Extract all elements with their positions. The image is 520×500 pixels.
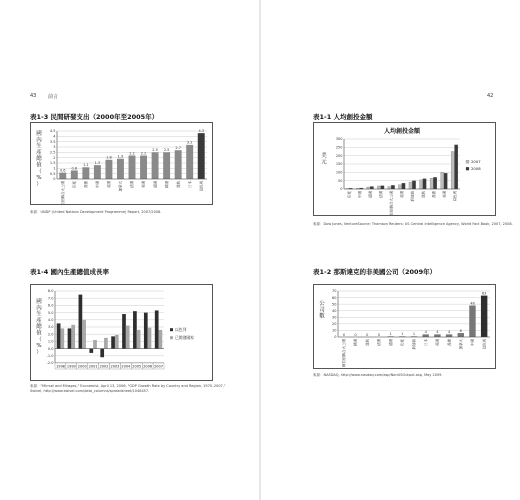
chart1-xtick-10: 瑞典: [176, 181, 181, 188]
chart-1-3-rd-spending: [31, 123, 212, 204]
chart3-ytick-3: 5.0: [47, 310, 54, 315]
chart2-xtick-10: 以色列: [452, 191, 457, 202]
chart1-xtick-4: 英國: [107, 181, 112, 188]
chart1-ytick-1: 0.5: [49, 171, 56, 176]
chart3-bar-1-2: [82, 320, 86, 349]
chart3-ytick-5: 3.0: [47, 325, 54, 330]
chart4-value-label-0: 0: [342, 332, 345, 337]
chart1-bar-7: [140, 156, 147, 179]
section-1-1-source: 來源：Dow Jones, VentureSource; Thomson Reuters; US Central Intelligence Agency, World Fact Book, 2007, 2008.: [313, 222, 513, 226]
chart1-ytick-6: 3: [53, 145, 56, 150]
chart4-value-label-3: 0: [377, 332, 381, 337]
chart1-bar-9: [163, 152, 170, 179]
chart1-value-label-10: 2.7: [175, 146, 181, 150]
section-1-2-source: 來源：NASDAQ, http://www.nasdaq.com/asp/NonUSOutput.asp, May 2009.: [313, 373, 443, 377]
chart3-xtick-5: 2003: [110, 364, 120, 369]
chart4-bar-9: [446, 334, 452, 337]
chart3-bar-1-3: [93, 340, 97, 349]
chart1-bar-3: [94, 165, 101, 179]
section-1-3-source: 來源：UNDP (United Nations Development Programme) Report, 2007/2008.: [30, 210, 162, 214]
chart1-value-label-8: 2.5: [152, 148, 158, 153]
chart1-bar-1: [71, 170, 78, 179]
chart-1-2-frame: [313, 284, 496, 369]
chart-1-4-frame: [30, 284, 213, 381]
chart3-ytick-1: 7.0: [47, 296, 54, 301]
chart3-legend-label-1: 已開發國家: [175, 335, 194, 340]
chart-1-3-frame: [30, 122, 213, 205]
chart4-xtick-5: 印度: [400, 339, 405, 346]
chart2-xtick-8: 香港: [431, 191, 436, 198]
chart3-ytick-0: 8.0: [47, 289, 54, 294]
chart1-ytick-3: 1.5: [49, 161, 56, 166]
chart4-value-label-1: 0: [354, 332, 357, 337]
chart2-bar-2007-5: [398, 185, 401, 189]
chart3-xtick-8: 2006: [143, 364, 153, 369]
chart1-bar-10: [175, 150, 182, 179]
section-1-1-title: 表1-1 人均創投金額: [313, 113, 373, 121]
chart4-ylabel: 公司數: [319, 301, 325, 320]
chart4-value-label-7: 4: [424, 330, 427, 335]
chart4-ytick-0: 0: [334, 335, 337, 340]
chart3-xtick-4: 2002: [99, 364, 109, 369]
chart1-ytick-2: 1: [53, 166, 56, 171]
chart3-bar-0-5: [111, 336, 115, 348]
chart1-value-label-1: 0.8: [71, 166, 78, 171]
chart1-value-label-4: 1.8: [106, 155, 112, 160]
chart2-bar-2008-4: [391, 185, 394, 189]
chart1-bar-8: [152, 152, 159, 179]
chart4-value-label-9: 4: [447, 330, 451, 335]
chart3-bar-1-4: [104, 338, 108, 349]
chart3-ytick-2: 6.0: [47, 303, 54, 308]
chart2-ytick-4: 200: [335, 153, 343, 158]
chart2-bar-2008-10: [455, 145, 458, 189]
chart4-xtick-1: 韓國: [353, 339, 358, 346]
chart1-value-label-3: 1.3: [94, 160, 101, 165]
chart1-bar-12: [198, 133, 205, 179]
section-1-4-source: [30, 384, 245, 393]
chart3-bar-0-6: [122, 314, 126, 349]
chart3-xtick-1: 1999: [66, 364, 76, 369]
right-page-number: 42: [487, 93, 494, 99]
chart4-value-label-6: 1: [412, 332, 416, 337]
chart4-xtick-12: 以色列: [482, 339, 487, 350]
chart4-value-label-5: 1: [401, 332, 404, 337]
chart4-ytick-7: 70: [332, 289, 337, 294]
chart1-ytick-4: 2: [53, 155, 56, 160]
chart1-value-label-0: 0.6: [59, 168, 66, 173]
chart2-bar-2008-2: [370, 187, 373, 190]
chart1-value-label-11: 3.2: [186, 140, 193, 145]
chart-1-1-frame: [313, 122, 496, 216]
chart4-xtick-3: 法國: [377, 339, 382, 346]
chart4-bar-12: [481, 296, 487, 337]
chart-1-2-nasdaq-companies: [314, 285, 495, 368]
chart4-bar-10: [458, 333, 464, 337]
chart3-xtick-6: 2004: [121, 364, 131, 369]
chart1-xtick-6: 法國: [130, 181, 135, 188]
chart3-bar-0-3: [89, 349, 93, 353]
chart3-bar-1-6: [126, 326, 130, 349]
chart2-bar-2008-6: [412, 181, 415, 189]
chart1-xtick-3: 中國: [95, 181, 100, 188]
chart4-xtick-2: 瑞典: [365, 339, 370, 346]
chart1-xtick-0: 阿拉伯聯合大公國: [60, 181, 65, 204]
chart3-legend-swatch-1: [170, 336, 173, 339]
chart4-value-label-8: 4: [436, 330, 439, 335]
chart2-bar-2007-4: [388, 187, 391, 190]
chart4-value-label-11: 48: [470, 301, 475, 306]
chart3-bar-0-4: [100, 349, 104, 358]
chart2-bar-2007-7: [420, 180, 423, 189]
chart3-bar-0-2: [79, 295, 83, 349]
chart4-xtick-8: 英國: [435, 339, 440, 346]
chart4-value-label-12: 63: [481, 291, 487, 296]
chart4-ytick-1: 10: [332, 328, 337, 333]
chart2-xtick-1: 中國: [358, 191, 363, 198]
chart2-ytick-1: 50: [338, 178, 343, 183]
chart3-xtick-2: 2000: [77, 364, 87, 369]
chart3-bar-1-8: [148, 328, 152, 349]
chart4-ytick-5: 50: [332, 302, 337, 307]
chart3-ytick-4: 4.0: [47, 318, 54, 323]
chart3-ytick-6: 2.0: [47, 332, 54, 337]
chart3-bar-0-8: [144, 313, 148, 349]
chart2-bar-2007-3: [377, 186, 380, 189]
chart3-ytick-10: -2.0: [46, 361, 54, 366]
chart3-legend-label-0: 以色列: [175, 327, 187, 332]
chart3-bar-0-7: [133, 311, 137, 348]
chart3-legend-swatch-0: [170, 328, 173, 331]
chart4-ytick-2: 20: [332, 322, 337, 327]
chart2-xtick-2: 德國: [368, 191, 373, 198]
chart4-value-label-10: 6: [459, 328, 462, 333]
chart2-legend-swatch-2008: [466, 167, 469, 170]
chart4-xtick-11: 中國: [470, 339, 475, 346]
chart3-xtick-9: 2007: [154, 364, 164, 369]
chart2-legend-label-2008: 2008: [471, 166, 481, 171]
chart3-bar-1-7: [137, 330, 141, 349]
chart2-xtick-5: 英國: [400, 191, 405, 198]
left-page-number: 43: [30, 93, 37, 99]
chart1-ytick-7: 3.5: [49, 139, 56, 144]
chart1-ytick-9: 4.5: [49, 129, 56, 134]
chart1-ytick-8: 4: [53, 134, 56, 139]
chart3-ytick-8: 0.0: [47, 346, 54, 351]
chart2-bar-2007-8: [430, 178, 433, 189]
chart1-ytick-0: 0: [53, 177, 56, 182]
left-page: [0, 0, 259, 500]
chart1-bar-2: [82, 167, 89, 179]
chart3-bar-0-0: [57, 323, 61, 348]
chart2-bar-2007-6: [409, 182, 412, 189]
chart1-value-label-5: 1.9: [117, 154, 124, 159]
chart4-ytick-3: 30: [332, 315, 337, 320]
chart4-ytick-6: 60: [332, 295, 337, 300]
chart1-xtick-7: 美國: [141, 181, 146, 188]
chart2-title: 人均創投金額: [383, 128, 421, 135]
chart1-value-label-12: 4.3: [198, 128, 205, 133]
chart4-xtick-9: 香港: [447, 339, 452, 346]
section-1-4-title: 表1-4 國內生產總值成長率: [30, 268, 110, 276]
chart4-xtick-6: 新加坡: [412, 339, 417, 350]
chart1-bar-5: [117, 159, 124, 179]
chart1-bar-0: [59, 173, 66, 179]
right-page: [261, 0, 520, 500]
chart1-xtick-5: 加拿大: [118, 181, 123, 192]
chart4-bar-8: [434, 334, 440, 337]
chart1-xtick-8: 德國: [153, 181, 158, 188]
chart3-bar-1-1: [71, 325, 75, 349]
chart2-bar-2008-5: [402, 183, 405, 189]
chart3-xtick-3: 2001: [88, 364, 98, 369]
chart2-xtick-7: 瑞典: [421, 191, 426, 198]
chart2-bar-2008-7: [423, 179, 426, 189]
chart2-bar-2007-10: [451, 152, 454, 190]
chart4-xtick-4: 德國: [388, 339, 393, 346]
chart2-xtick-0: 印度: [347, 191, 352, 198]
section-1-4-source-line1: 來源："Mirrsel and Mirages," Economist, April 13, 2006; "GDP Growth Rate by Country and Region, 1970–2007,": [30, 384, 226, 388]
chart4-xtick-7: 日本: [423, 339, 428, 346]
chart2-bar-2007-9: [441, 172, 444, 189]
section-1-2-title: 表1-2 那斯達克的非美國公司（2009年）: [313, 268, 437, 276]
chart1-ytick-5: 2.5: [49, 150, 56, 155]
chart1-xtick-11: 日本: [187, 181, 192, 188]
chart2-ylabel: 美元: [321, 153, 327, 166]
chart1-xtick-2: 香港: [84, 181, 89, 188]
chart1-xtick-12: 以色列: [199, 181, 204, 192]
chart2-legend-label-2007: 2007: [471, 159, 481, 164]
chart4-ytick-4: 40: [332, 308, 337, 313]
chart1-bar-6: [129, 156, 136, 179]
chart1-value-label-2: 1.1: [83, 163, 89, 168]
chart2-bar-2008-9: [444, 173, 447, 189]
chart2-bar-2008-3: [381, 186, 384, 189]
chart4-bar-7: [422, 334, 428, 337]
chart1-bar-4: [105, 160, 112, 179]
chart1-ylabel: 國內生產總值（%）: [36, 131, 42, 188]
chart1-xtick-1: 印度: [72, 181, 77, 188]
chart3-bar-1-0: [60, 328, 64, 348]
left-running-head: 前言: [48, 94, 59, 100]
chart3-xtick-7: 2005: [132, 364, 142, 369]
chart1-value-label-6: 2.2: [129, 151, 135, 156]
chart-1-4-gdp-growth: [31, 285, 212, 380]
chart4-bar-11: [469, 305, 475, 337]
section-1-3-title: 表1-3 民間研發支出（2000年至2005年）: [30, 113, 159, 121]
chart3-ytick-9: -1.0: [46, 354, 54, 359]
chart3-ytick-7: 1.0: [47, 339, 54, 344]
chart2-ytick-5: 250: [335, 145, 343, 150]
chart2-xtick-6: 新加坡: [410, 191, 415, 202]
section-1-4-source-line2: Swivel, http://www.swivel.com/data_columns/spreadsheet/1046457.: [30, 388, 150, 393]
chart3-bar-0-9: [155, 310, 159, 348]
chart2-ytick-6: 300: [335, 137, 343, 142]
chart2-ytick-0: 0: [340, 187, 343, 192]
chart4-xtick-10: 加拿大: [458, 339, 463, 350]
chart2-ytick-2: 100: [335, 170, 343, 175]
chart3-ylabel: 國內生產總值（%）: [36, 299, 42, 356]
chart-1-1-vc-per-capita: [314, 123, 495, 215]
chart1-xtick-9: 韓國: [164, 181, 169, 188]
chart3-bar-0-1: [68, 328, 72, 348]
chart3-bar-1-9: [159, 330, 163, 349]
chart2-bar-2008-8: [433, 177, 436, 189]
chart4-value-label-2: 0: [366, 332, 369, 337]
chart2-xtick-4: 阿拉伯聯合大公國: [389, 191, 394, 215]
chart2-ytick-3: 150: [335, 162, 343, 167]
chart2-xtick-3: 法國: [379, 191, 384, 198]
chart4-xtick-0: 阿拉伯聯合大公國: [342, 339, 347, 367]
chart2-legend-swatch-2007: [466, 160, 469, 163]
chart1-value-label-9: 2.5: [163, 148, 170, 153]
chart3-bar-1-5: [115, 335, 119, 349]
chart1-bar-11: [186, 145, 193, 179]
chart4-value-label-4: 1: [389, 332, 392, 337]
chart3-xtick-0: 1998: [55, 364, 65, 369]
chart1-value-label-7: 2.2: [140, 151, 147, 156]
chart2-xtick-9: 美國: [442, 191, 447, 198]
